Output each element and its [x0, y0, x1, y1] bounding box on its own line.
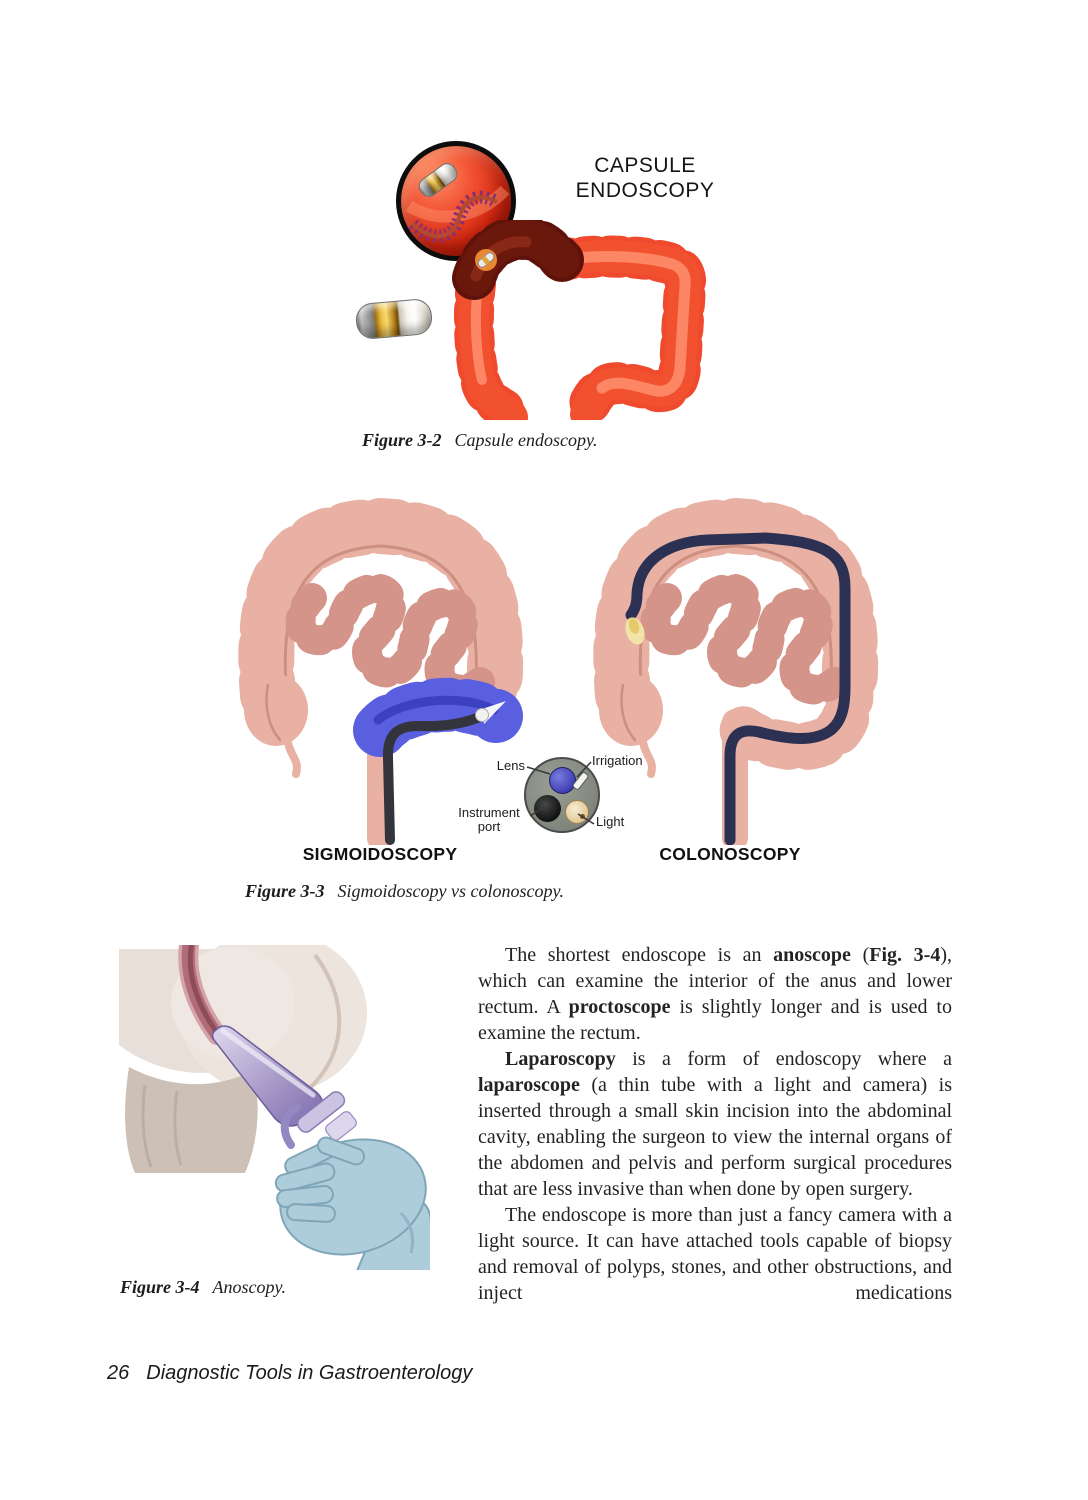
sigmoidoscopy-label: SIGMOIDOSCOPY	[302, 844, 458, 864]
figure-3-2-caption-text: Capsule endoscopy.	[454, 430, 598, 450]
paragraph-endoscope-tools: The endoscope is more than just a fancy camera with a light source. It can have attached tools capable of biopsy and removal of polyps, stones, and other obstructions, and inject medications	[478, 1204, 952, 1304]
capsule-endoscopy-illustration	[340, 125, 740, 425]
figure-3-4-caption	[120, 1277, 286, 1298]
lens-label: Lens	[496, 758, 525, 773]
instrument-port-label-line2: port	[477, 819, 501, 834]
paragraph-anoscope: The shortest endoscope is an anoscope (Fig. 3-4), which can examine the interior of the anus and lower rectum. A proctoscope is slightly longer and is used to examine the rectum.	[478, 944, 952, 1044]
paragraph-laparoscopy: Laparoscopy is a form of endoscopy where a laparoscope (a thin tube with a light and camera) is inserted through a small skin incision into the abdominal cavity, enabling the surgeon to view the internal organs of the abdomen and pelvis and perform surgical procedures that are less invasive than when done by open surgery.	[478, 1048, 952, 1200]
colonoscopy-label: COLONOSCOPY	[659, 844, 801, 864]
figure-3-3-caption-text: Sigmoidoscopy vs colonoscopy.	[337, 881, 564, 901]
heading-line1: CAPSULE	[594, 154, 696, 177]
capsule-pill-icon	[355, 298, 434, 340]
figure-3-2-caption	[362, 430, 598, 451]
irrigation-label: Irrigation	[592, 753, 643, 768]
figure-3-4-caption-label: Figure 3-4	[120, 1277, 200, 1297]
lens-circle-icon	[549, 767, 576, 794]
small-intestine	[301, 588, 480, 689]
instrument-port-circle-icon	[534, 795, 561, 822]
scope-tip-cross-section-icon	[524, 757, 600, 833]
figure-3-4-caption-text: Anoscopy.	[212, 1277, 287, 1297]
colonoscopy-colon-illustration	[585, 490, 885, 845]
colon-body	[474, 238, 685, 417]
figure-3-2-caption-label: Figure 3-2	[362, 430, 442, 450]
chapter-title: Diagnostic Tools in Gastroenterology	[146, 1362, 473, 1384]
sigmoidoscopy-vs-colonoscopy-illustration	[225, 485, 875, 877]
heading-line2: ENDOSCOPY	[575, 179, 715, 202]
page-footer	[107, 1362, 472, 1385]
page-number: 26	[107, 1362, 130, 1384]
instrument-port-label	[449, 806, 529, 834]
sigmoidoscopy-colon-illustration	[230, 490, 530, 845]
anoscopy-illustration	[115, 945, 430, 1270]
figure-3-3-caption-label: Figure 3-3	[245, 881, 325, 901]
light-circle-icon	[565, 800, 589, 824]
light-label: Light	[596, 814, 625, 829]
body-text-column	[478, 942, 952, 1306]
instrument-port-label-line1: Instrument	[458, 805, 520, 820]
figure-3-3-caption	[245, 881, 564, 902]
capsule-endoscopy-heading	[565, 153, 725, 203]
small-intestine	[656, 588, 835, 689]
colon-illustration	[440, 220, 720, 420]
